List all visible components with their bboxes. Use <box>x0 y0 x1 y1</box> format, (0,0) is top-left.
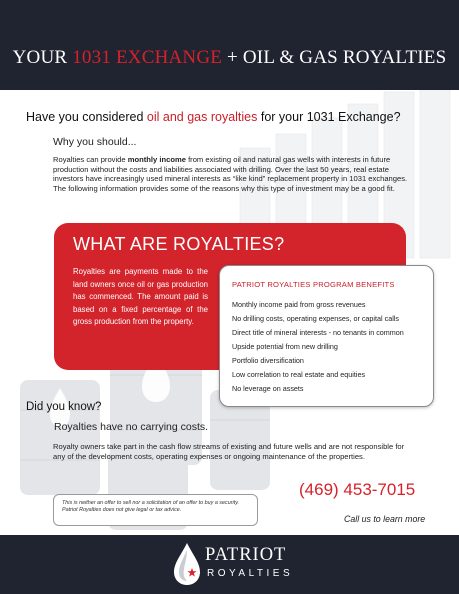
disclaimer-text: This is neither an offer to sell nor a solicitation of an offer to buy a security. Patriot Royalties does not give legal or tax advice. <box>62 500 239 513</box>
disclaimer-box <box>53 494 258 526</box>
intro-body-2: from existing oil and natural gas wells with interests in future production without the costs and liabilities associated with drilling. Over the last 50 years, real estate investors have increasingly used mineral interests as “like kind” replacement property in 1031 exchanges. The following information provides some of the reasons why this type of investment may be a good fit. <box>53 155 408 193</box>
header-banner <box>0 0 459 90</box>
title-part-1: YOUR <box>12 47 73 68</box>
royalties-title: WHAT ARE ROYALTIES? <box>73 234 285 254</box>
title-accent: 1031 EXCHANGE <box>72 47 223 68</box>
question-part-1: Have you considered <box>26 110 147 124</box>
page-title <box>0 47 459 69</box>
logo-subtitle: ROYALTIES <box>207 568 294 579</box>
question-part-2: for your 1031 Exchange? <box>257 110 401 124</box>
benefit-item: Portfolio diversification <box>232 356 304 365</box>
title-part-2: + OIL & GAS ROYALTIES <box>222 47 447 68</box>
oil-drop-logo-icon <box>171 541 203 587</box>
royalties-body: Royalties are payments made to the land owners once oil or gas production has commenced. The amount paid is based on a fixed percentage of the gross production from the property. <box>73 267 208 326</box>
benefit-item: Low correlation to real estate and equities <box>232 370 366 379</box>
intro-question <box>26 110 401 124</box>
intro-paragraph <box>53 155 411 193</box>
benefits-list <box>232 298 432 396</box>
did-you-know-body: Royalty owners take part in the cash flow streams of existing and future wells and are not responsible for any of the development costs, operating expenses or ongoing maintenance of the properties. <box>53 442 405 461</box>
question-accent: oil and gas royalties <box>146 110 258 124</box>
benefit-item: No drilling costs, operating expenses, or capital calls <box>232 314 399 323</box>
did-you-know-heading: Did you know? <box>26 401 102 413</box>
why-heading: Why you should... <box>53 136 137 148</box>
benefits-box <box>219 265 434 407</box>
intro-body-1: Royalties can provide <box>53 155 128 164</box>
benefit-item: Monthly income paid from gross revenues <box>232 300 366 309</box>
benefit-item: Upside potential from new drilling <box>232 342 338 351</box>
benefit-item: No leverage on assets <box>232 384 304 393</box>
benefits-title: PATRIOT ROYALTIES PROGRAM BENEFITS <box>232 280 395 289</box>
phone-number[interactable]: (469) 453-7015 <box>299 480 416 499</box>
logo-name: PATRIOT <box>205 545 287 565</box>
call-to-action: Call us to learn more <box>344 514 426 524</box>
no-carrying-costs-heading: Royalties have no carrying costs. <box>54 421 209 433</box>
intro-body-bold: monthly income <box>127 155 186 164</box>
benefit-item: Direct title of mineral interests - no tenants in common <box>232 328 404 337</box>
